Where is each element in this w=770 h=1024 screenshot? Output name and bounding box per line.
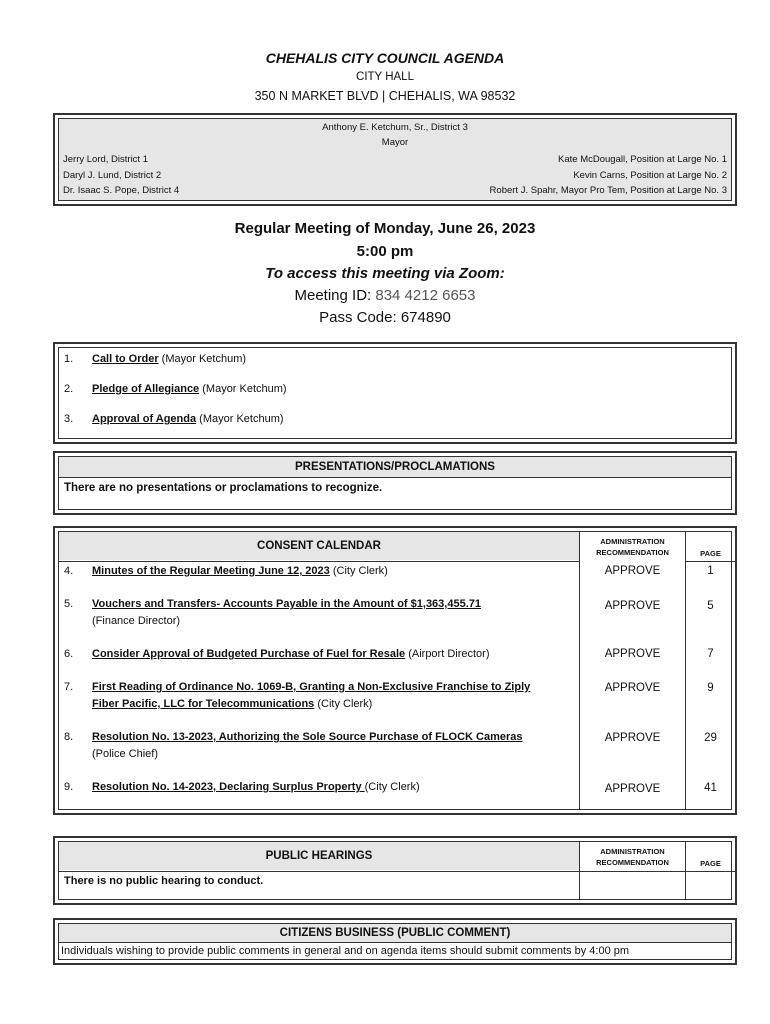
- item-title: Resolution No. 13-2023, Authorizing the Sole Source Purchase of FLOCK Cameras: [92, 731, 523, 743]
- council-member: Robert J. Spahr, Mayor Pro Tem, Position at Large No. 3: [489, 185, 727, 196]
- item-page: 9: [707, 682, 714, 694]
- item-number: 3.: [64, 413, 74, 425]
- rec-heading-line: RECOMMENDATION: [596, 858, 669, 867]
- item-number: 5.: [64, 598, 74, 610]
- divider: [685, 842, 686, 899]
- item-number: 2.: [64, 383, 74, 395]
- item-presenter: (Mayor Ketchum): [158, 353, 247, 365]
- item-page: 29: [704, 732, 717, 744]
- rec-heading-line: ADMINISTRATION: [600, 537, 665, 546]
- item-number: 6.: [64, 648, 74, 660]
- citizens-text: Individuals wishing to provide public comments in general and on agenda items should submit comments by 4:00 pm: [61, 945, 630, 957]
- item-presenter: (Airport Director): [405, 648, 490, 660]
- item-page: 1: [707, 565, 714, 577]
- table-row: [64, 648, 490, 660]
- item-recommendation: APPROVE: [604, 600, 661, 612]
- consent-heading: CONSENT CALENDAR: [59, 532, 579, 560]
- public-hearings-heading: PUBLIC HEARINGS: [59, 842, 579, 870]
- presentations-heading: PRESENTATIONS/PROCLAMATIONS: [59, 457, 731, 478]
- meeting-title: Regular Meeting of Monday, June 26, 2023: [234, 220, 536, 237]
- item-title: Minutes of the Regular Meeting June 12, 2023: [92, 565, 330, 577]
- citizens-business-box: [53, 918, 737, 965]
- item-number: 1.: [64, 353, 74, 365]
- rec-column-header: [580, 846, 685, 868]
- meeting-time: 5:00 pm: [356, 243, 414, 260]
- divider: [59, 561, 579, 562]
- item-recommendation: APPROVE: [604, 648, 661, 660]
- item-title: Vouchers and Transfers- Accounts Payable in the Amount of $1,363,455.71: [92, 598, 481, 610]
- table-row: [64, 565, 388, 577]
- item-title: Pledge of Allegiance: [92, 383, 200, 395]
- council-member: Kevin Carns, Position at Large No. 2: [573, 170, 727, 181]
- mayor-name: Anthony E. Ketchum, Sr., District 3: [322, 122, 468, 133]
- mayor-title: Mayor: [381, 137, 409, 148]
- council-member: Jerry Lord, District 1: [63, 154, 148, 165]
- list-item: [64, 413, 284, 425]
- item-presenter: (Finance Director): [92, 615, 181, 627]
- meeting-id-label: Meeting ID:: [294, 287, 376, 304]
- item-number: 8.: [64, 731, 74, 743]
- consent-calendar-box: [53, 526, 737, 815]
- table-row: [64, 781, 420, 793]
- item-number: 4.: [64, 565, 74, 577]
- rec-heading-line: ADMINISTRATION: [600, 847, 665, 856]
- council-member: Daryl J. Lund, District 2: [63, 170, 162, 181]
- council-members-box: [53, 113, 737, 206]
- zoom-heading: To access this meeting via Zoom:: [265, 265, 505, 282]
- rec-column-header: [580, 536, 685, 558]
- list-item: [64, 383, 287, 395]
- address: 350 N MARKET BLVD | CHEHALIS, WA 98532: [254, 89, 516, 103]
- item-presenter: (City Clerk): [364, 781, 420, 793]
- list-item: [64, 353, 246, 365]
- item-page: 7: [707, 648, 714, 660]
- item-presenter: (Mayor Ketchum): [199, 383, 287, 395]
- public-hearings-box: [53, 836, 737, 905]
- item-page: 41: [704, 782, 717, 794]
- item-title: Approval of Agenda: [92, 413, 197, 425]
- council-member: Dr. Isaac S. Pope, District 4: [63, 185, 180, 196]
- item-title: Call to Order: [92, 353, 159, 365]
- item-presenter: (Police Chief): [92, 748, 159, 760]
- divider: [685, 561, 735, 562]
- item-recommendation: APPROVE: [604, 783, 661, 795]
- table-row: [64, 598, 481, 610]
- item-recommendation: APPROVE: [604, 565, 661, 577]
- agenda-title: CHEHALIS CITY COUNCIL AGENDA: [265, 50, 505, 66]
- item-recommendation: APPROVE: [604, 682, 661, 694]
- item-presenter: (Mayor Ketchum): [196, 413, 284, 425]
- item-title: Resolution No. 14-2023, Declaring Surplus Property: [92, 781, 365, 793]
- divider: [59, 871, 735, 872]
- item-presenter: (City Clerk): [314, 698, 373, 710]
- item-title: Consider Approval of Budgeted Purchase of Fuel for Resale: [92, 648, 406, 660]
- item-number: 7.: [64, 681, 74, 693]
- item-title: Fiber Pacific, LLC for Telecommunications: [92, 698, 315, 710]
- council-member: Kate McDougall, Position at Large No. 1: [558, 154, 727, 165]
- opening-items-box: [53, 342, 737, 444]
- table-row: [64, 731, 523, 743]
- item-continuation: [92, 698, 372, 710]
- item-recommendation: APPROVE: [604, 732, 661, 744]
- page-column-header: PAGE: [700, 549, 721, 558]
- presentations-box: [53, 451, 737, 515]
- rec-heading-line: RECOMMENDATION: [596, 548, 669, 557]
- citizens-heading: CITIZENS BUSINESS (PUBLIC COMMENT): [59, 924, 731, 943]
- item-title: First Reading of Ordinance No. 1069-B, Granting a Non-Exclusive Franchise to Ziply: [92, 681, 531, 693]
- meeting-id: [0, 287, 770, 304]
- meeting-id-value: 834 4212 6653: [375, 287, 476, 304]
- item-page: 5: [707, 600, 714, 612]
- table-row: [64, 681, 530, 693]
- city-hall-label: CITY HALL: [356, 71, 414, 83]
- item-number: 9.: [64, 781, 74, 793]
- public-hearings-text: There is no public hearing to conduct.: [64, 875, 264, 887]
- pass-code: Pass Code: 674890: [319, 309, 451, 326]
- page-column-header: PAGE: [700, 859, 721, 868]
- item-presenter: (City Clerk): [329, 565, 388, 577]
- presentations-text: There are no presentations or proclamations to recognize.: [64, 482, 383, 494]
